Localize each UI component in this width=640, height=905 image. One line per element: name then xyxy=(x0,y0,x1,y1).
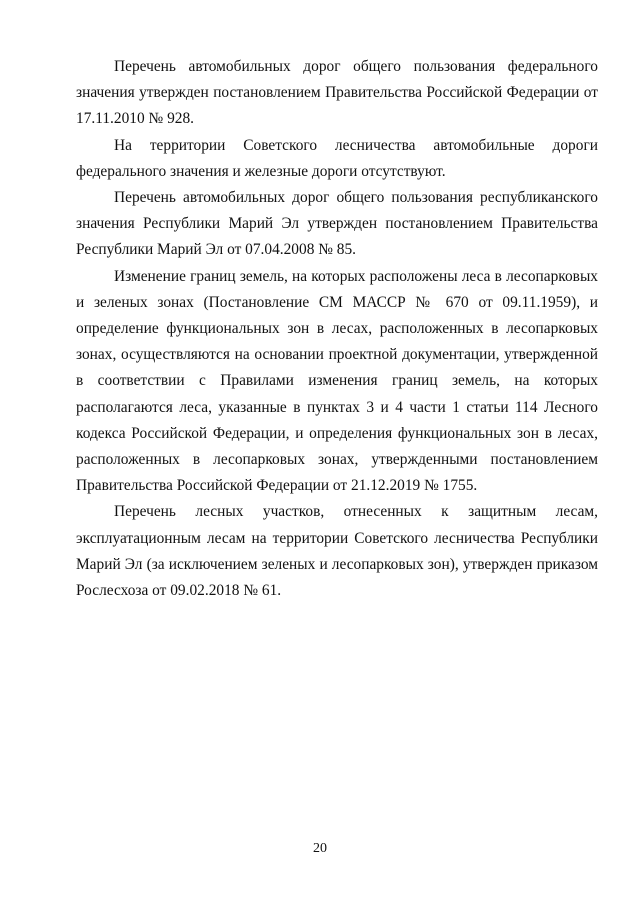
paragraph-forest-park-zones: Изменение границ земель, на которых расположены леса в лесопарковых и зеленых зонах (Постановление СМ МАССР № 670 от 09.11.1959), и определение функциональных зон в лесах, расположенных в лесопарковых зонах, осуществляются на основании проектной документации, утвержденной в соответствии с Правилами изменения границ земель, на которых располагаются леса, указанные в пунктах 3 и 4 части 1 статьи 114 Лесного кодекса Российской Федерации, и определения функциональных зон в лесах, расположенных в лесопарковых зонах, утвержденными постановлением Правительства Российской Федерации от 21.12.2019 № 1755. xyxy=(76,267,598,495)
body-text xyxy=(76,54,598,604)
paragraph-protective-forests: Перечень лесных участков, отнесенных к защитным лесам, эксплуатационным лесам на территории Советского лесничества Республики Марий Эл (за исключением зеленых и лесопарковых зон), утвержден приказом Рослесхоза от 09.02.2018 № 61. xyxy=(76,503,598,600)
paragraph-federal-roads: Перечень автомобильных дорог общего пользования федерального значения утвержден постановлением Правительства Российской Федерации от 17.11.2010 № 928. xyxy=(76,58,598,128)
paragraph-no-federal-roads: На территории Советского лесничества автомобильные дороги федерального значения и железные дороги отсутствуют. xyxy=(76,136,598,180)
paragraph-republic-roads: Перечень автомобильных дорог общего пользования республиканского значения Республики Марий Эл утвержден постановлением Правительства Республики Марий Эл от 07.04.2008 № 85. xyxy=(76,189,598,259)
page-number: 20 xyxy=(313,841,327,856)
